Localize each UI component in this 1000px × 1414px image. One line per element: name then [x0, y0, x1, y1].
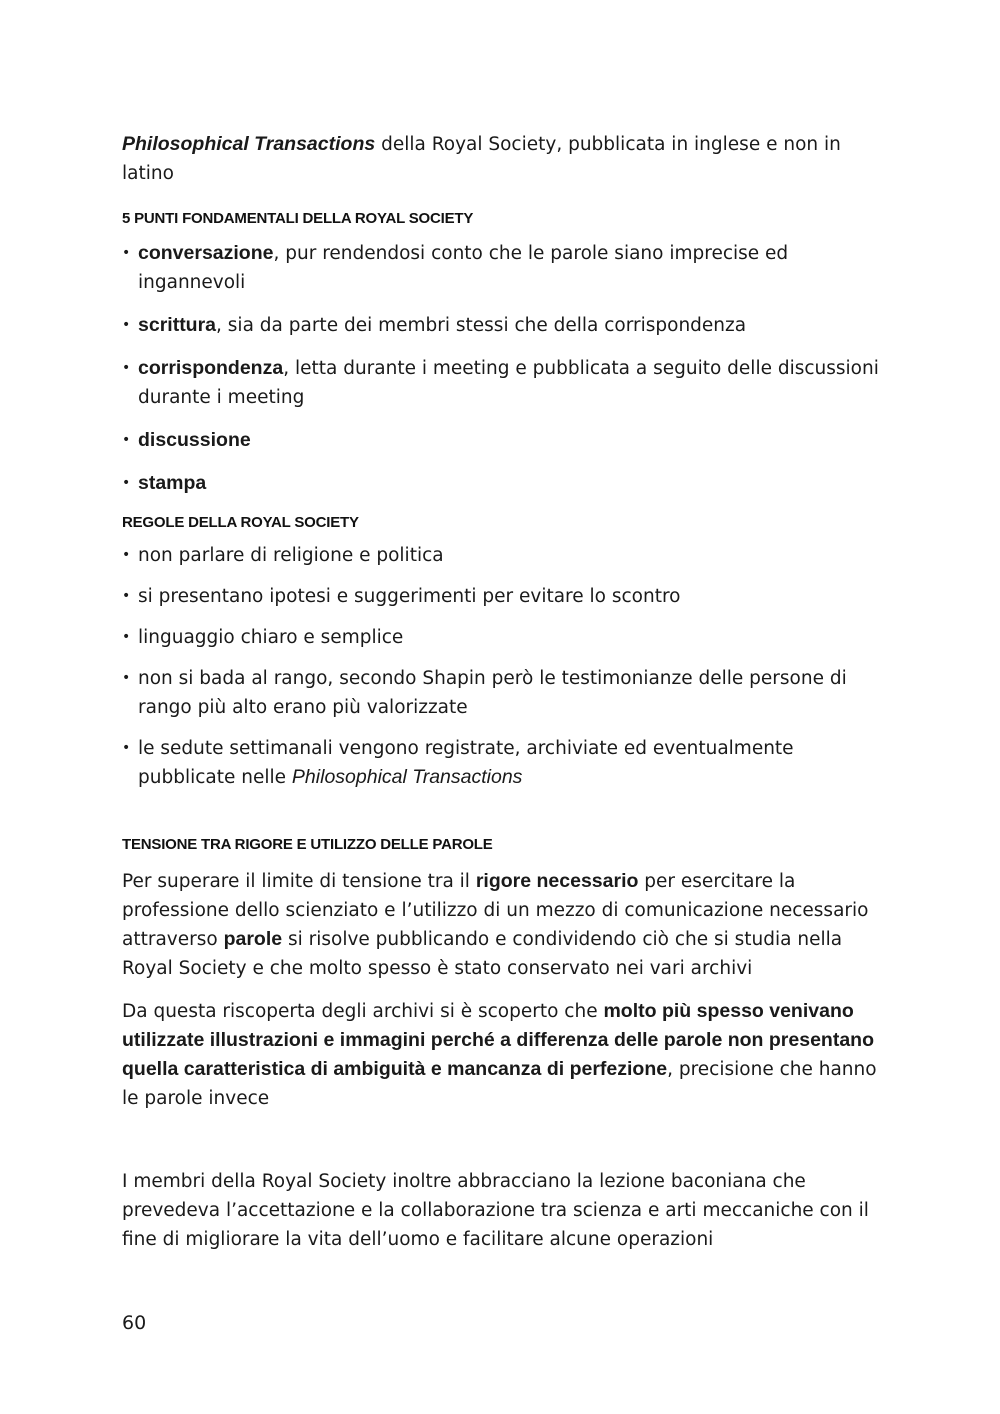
punti-list [122, 239, 892, 498]
page-content [122, 130, 892, 1254]
regole-list [122, 541, 892, 792]
list-item: • discussione [122, 426, 892, 455]
paragraph-archivi: Da questa riscoperta degli archivi si è scoperto che molto più spesso venivano utilizzate illustrazioni e immagini perché a differenza delle parole non presentano quella caratteristica di ambiguità e mancanza di perfezione, precisione che hanno le parole invece [122, 1000, 877, 1109]
list-item: • non si bada al rango, secondo Shapin però le testimonianze delle persone di rango più alto erano più valorizzate [122, 664, 892, 722]
list-item: • non parlare di religione e politica [122, 541, 892, 570]
heading-tensione: TENSIONE TRA RIGORE E UTILIZZO DELLE PAROLE [122, 836, 493, 853]
list-item: • le sedute settimanali vengono registrate, archiviate ed eventualmente pubblicate nelle Philosophical Transactions [122, 734, 892, 792]
list-item: • corrispondenza, letta durante i meeting e pubblicata a seguito delle discussioni durante i meeting [122, 354, 892, 412]
journal-title-italic: Philosophical Transactions [291, 766, 523, 788]
list-item: • si presentano ipotesi e suggerimenti per evitare lo scontro [122, 582, 892, 611]
page-number: 60 [122, 1312, 147, 1334]
list-item: • linguaggio chiaro e semplice [122, 623, 892, 652]
list-item: • stampa [122, 469, 892, 498]
intro-text: della Royal Society, pubblicata in inglese e non in latino [122, 134, 841, 184]
heading-regole: REGOLE DELLA ROYAL SOCIETY [122, 514, 359, 531]
list-item: • scrittura, sia da parte dei membri stessi che della corrispondenza [122, 311, 892, 340]
list-item: • conversazione, pur rendendosi conto che le parole siano imprecise ed ingannevoli [122, 239, 892, 297]
journal-title: Philosophical Transactions [122, 133, 376, 155]
heading-punti-fondamentali: 5 PUNTI FONDAMENTALI DELLA ROYAL SOCIETY [122, 210, 474, 227]
paragraph-tensione: Per superare il limite di tensione tra il rigore necessario per esercitare la professione dello scienziato e l’utilizzo di un mezzo di comunicazione necessario attraverso parole si risolve pubblicando e condividendo ciò che si studia nella Royal Society e che molto spesso è stato conservato nei vari archivi [122, 870, 869, 979]
intro-paragraph [122, 130, 892, 188]
paragraph-baconiana: I membri della Royal Society inoltre abbracciano la lezione baconiana che prevedeva l’accettazione e la collaborazione tra scienza e arti meccaniche con il fine di migliorare la vita dell’uomo e facilitare alcune operazioni [122, 1171, 869, 1250]
